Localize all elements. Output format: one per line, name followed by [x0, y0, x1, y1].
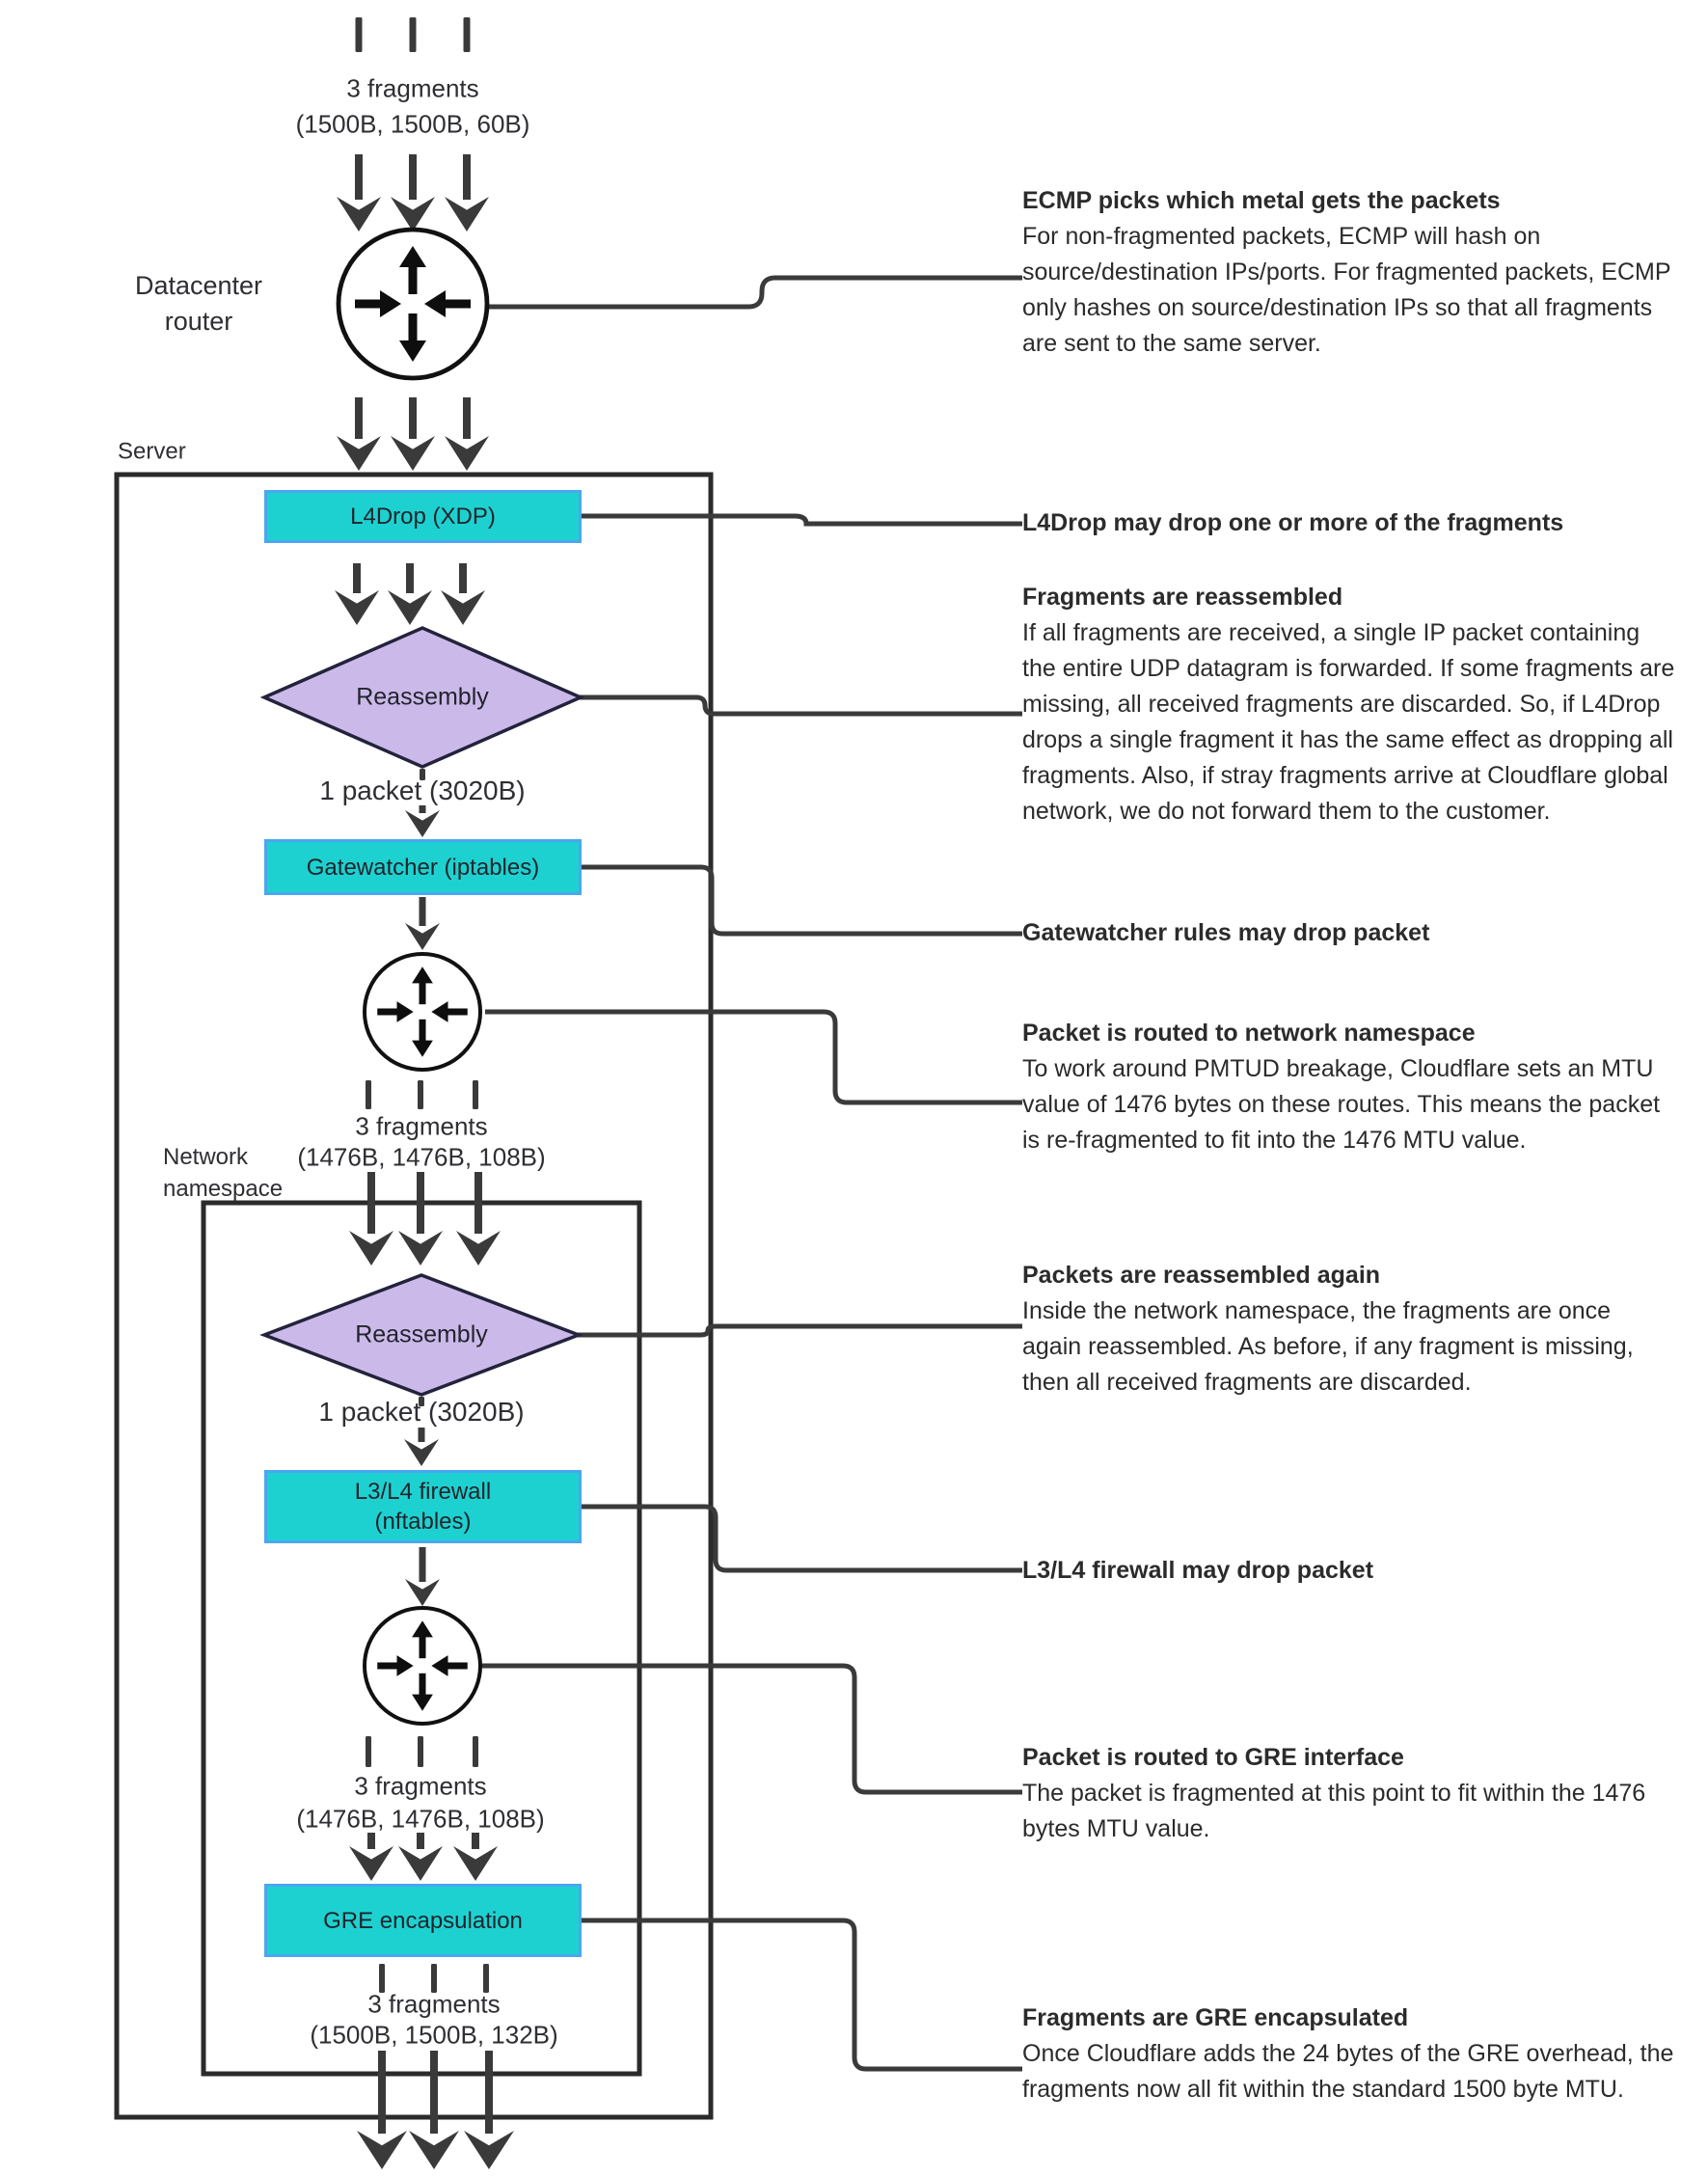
annotation-netns-route-body: To work around PMTUD breakage, Cloudflare sets an MTU value of 1476 bytes on these routes. This means the packet is re-fragmented to fit into the 1476 MTU value.: [1022, 1055, 1661, 1154]
fragment-dash-gre-in: [366, 1736, 371, 1767]
annotation-reassembled-title: Fragments are reassembled: [1022, 584, 1343, 611]
flow-arrow-into-reassembly-1-head: [441, 590, 485, 625]
connector-4: [582, 867, 1022, 934]
flow-arrow-into-reassembly-1-head: [335, 590, 379, 625]
reassembly-1-label: Reassembly: [356, 683, 489, 711]
flow-arrow-into-router-3-head: [405, 1579, 440, 1606]
annotation-gatewatcher: [1022, 915, 1676, 951]
fragment-dash-top: [356, 17, 363, 52]
flow-arrow-exit-head: [464, 2131, 514, 2169]
fragment-dash-mid: [473, 1080, 478, 1109]
reassembly-2-label: Reassembly: [355, 1320, 488, 1348]
connector-2: [582, 516, 1022, 524]
annotation-reassembled-again-title: Packets are reassembled again: [1022, 1262, 1381, 1289]
flow-arrow-into-gatewatcher-head: [405, 810, 440, 837]
fragment-dash-gre-in: [473, 1736, 478, 1767]
annotation-ecmp: [1022, 183, 1676, 362]
annotation-ecmp-title: ECMP picks which metal gets the packets: [1022, 187, 1501, 214]
fragments-top-sizes: (1500B, 1500B, 60B): [295, 109, 530, 139]
annotation-gre-route: [1022, 1740, 1676, 1847]
connector-3: [580, 697, 1022, 714]
fragments-top-label: 3 fragments: [346, 73, 479, 103]
flow-arrow-into-gre-head: [398, 1846, 443, 1881]
flow-arrow-into-gre-head: [453, 1846, 498, 1881]
gre-encapsulation-label: GRE encapsulation: [323, 1907, 523, 1934]
flow-arrow-into-router-head: [391, 197, 435, 231]
network-namespace-label: Network namespace: [163, 1144, 284, 1202]
flow-arrow-into-router-2-head: [405, 923, 440, 950]
annotation-l3l4: [1022, 1553, 1676, 1589]
annotation-reassembled: [1022, 580, 1676, 830]
flow-arrow-exit-head: [357, 2131, 407, 2169]
flow-arrow-into-server-head: [337, 436, 381, 471]
flow-arrow-into-l3l4-head: [404, 1439, 439, 1466]
fragment-dash-mid: [418, 1080, 423, 1109]
fragment-dash-out: [379, 1964, 385, 1993]
server-box-label: Server: [118, 438, 186, 465]
fragment-dash-out: [483, 1964, 489, 1993]
annotation-gre-encap-title: Fragments are GRE encapsulated: [1022, 2004, 1409, 2031]
fragments-gre-in-label: 3 fragments: [354, 1771, 487, 1801]
annotation-ecmp-body: For non-fragmented packets, ECMP will hash on source/destination IPs/ports. For fragmented packets, ECMP only hashes on source/destination IPs so that all fragments are sent to the same server.: [1022, 223, 1671, 357]
flow-arrow-into-netns-head: [456, 1231, 501, 1265]
annotation-l4drop-title: L4Drop may drop one or more of the fragments: [1022, 509, 1564, 536]
flow-arrow-into-netns-head: [398, 1231, 443, 1265]
flow-arrow-into-router-head: [337, 197, 381, 231]
l3l4-firewall-label-line1: L3/L4 firewall: [354, 1479, 492, 1505]
flow-arrow-into-router-head: [445, 197, 489, 231]
annotation-gre-route-body: The packet is fragmented at this point to fit within the 1476 bytes MTU value.: [1022, 1780, 1646, 1842]
flow-arrow-into-server-head: [445, 436, 489, 471]
packet-2-label: 1 packet (3020B): [318, 1397, 525, 1427]
connector-9: [580, 1920, 1022, 2069]
fragment-dash-gre-in: [418, 1736, 423, 1767]
annotation-netns-route: [1022, 1016, 1676, 1158]
connector-6: [578, 1326, 1022, 1335]
annotation-gre-route-title: Packet is routed to GRE interface: [1022, 1744, 1404, 1771]
l3l4-firewall-label-line2: (nftables): [374, 1509, 472, 1535]
annotation-reassembled-body: If all fragments are received, a single IP packet containing the entire UDP datagram is forwarded. If some fragments are missing, all received fragments are discarded. So, if L4Drop drops a single fragment it has the same effect as dropping all fragments. Also, if stray fragments arrive at Cloudflare global network, we do not forward them to the customer.: [1022, 619, 1675, 825]
fragments-out-label: 3 fragments: [367, 1989, 501, 2019]
flow-arrow-into-server-head: [391, 436, 435, 471]
flow-arrow-into-netns-head: [349, 1231, 393, 1265]
annotation-gre-encap-body: Once Cloudflare adds the 24 bytes of the GRE overhead, the fragments now all fit within the standard 1500 byte MTU.: [1022, 2040, 1674, 2103]
flow-arrow-into-gre-head: [349, 1846, 393, 1881]
fragment-dash-out: [431, 1964, 437, 1993]
l4drop-label: L4Drop (XDP): [350, 503, 496, 530]
fragment-dash-top: [464, 17, 471, 52]
fragment-dash-mid: [366, 1080, 371, 1109]
gre-encapsulation-node: [264, 1884, 582, 1957]
flow-arrow-into-reassembly-1-head: [388, 590, 432, 625]
annotation-reassembled-again: [1022, 1258, 1676, 1401]
l3l4-firewall-node: [264, 1470, 582, 1543]
annotation-gatewatcher-title: Gatewatcher rules may drop packet: [1022, 919, 1430, 946]
connector-8: [479, 1666, 1022, 1792]
packet-1-label: 1 packet (3020B): [319, 776, 526, 805]
fragments-out-sizes: (1500B, 1500B, 132B): [310, 2020, 558, 2050]
fragments-gre-in-sizes: (1476B, 1476B, 108B): [296, 1804, 545, 1834]
annotation-gre-encap: [1022, 2000, 1676, 2108]
fragment-dash-top: [410, 17, 417, 52]
connector-5: [485, 1012, 1022, 1102]
gatewatcher-label: Gatewatcher (iptables): [306, 854, 540, 881]
flow-arrow-exit-head: [409, 2131, 459, 2169]
fragments-mid-sizes: (1476B, 1476B, 108B): [297, 1142, 546, 1172]
annotation-l3l4-title: L3/L4 firewall may drop packet: [1022, 1557, 1374, 1584]
connector-7: [582, 1507, 1022, 1570]
gatewatcher-node: [264, 839, 582, 895]
annotation-netns-route-title: Packet is routed to network namespace: [1022, 1020, 1476, 1047]
connector-1: [487, 278, 1022, 307]
datacenter-router-label: Datacenter router: [134, 271, 263, 336]
annotation-reassembled-again-body: Inside the network namespace, the fragments are once again reassembled. As before, if any fragment is missing, then all received fragments are discarded.: [1022, 1297, 1634, 1396]
fragments-mid-label: 3 fragments: [355, 1111, 488, 1141]
l4drop-node: [264, 490, 582, 543]
annotation-l4drop: [1022, 505, 1676, 541]
